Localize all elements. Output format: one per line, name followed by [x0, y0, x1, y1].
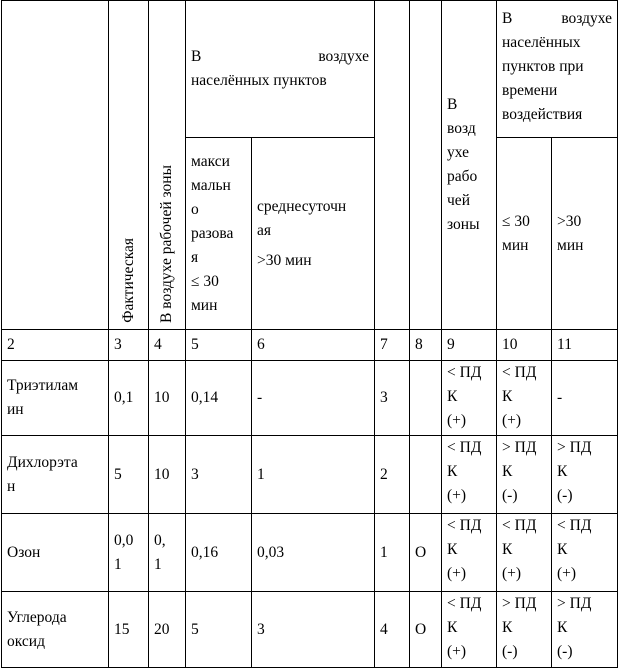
cell-line: > ПД	[557, 439, 592, 456]
column-number: 4	[149, 330, 186, 361]
header-group-line1: В воздухе	[191, 48, 370, 65]
cell-line: Озон	[7, 543, 41, 561]
cell-line: 0,	[154, 531, 166, 549]
daily-avg-value: -	[252, 361, 375, 436]
cell-line: К	[447, 619, 458, 636]
header-col11-text	[557, 210, 612, 258]
cell-line: < ПД	[557, 517, 592, 534]
column-number: 7	[375, 330, 410, 361]
cell-line: К	[502, 619, 513, 636]
workzone-value	[149, 361, 186, 436]
cell-line: < ПД	[447, 439, 482, 456]
header-exposure-line1: В воздухе	[502, 10, 613, 27]
workzone-value	[149, 592, 186, 668]
col11-value	[552, 592, 618, 668]
cell-line: 0,1	[114, 389, 134, 406]
cell-line: рабо	[447, 168, 478, 185]
cell-line: К	[447, 463, 458, 480]
cell-line: (+)	[502, 565, 522, 582]
cell-line: (-)	[557, 487, 573, 504]
cell-line: 10	[154, 465, 170, 483]
max-single-value: 5	[186, 592, 252, 668]
col9-value	[442, 361, 497, 436]
cell-line: ≤ 30	[502, 212, 530, 230]
header-workzone: В воздухе рабочей зоны	[158, 165, 175, 323]
cell-line: ухе	[447, 144, 470, 161]
column-number: 11	[552, 330, 618, 361]
column-number: 9	[442, 330, 497, 361]
header-factual: Фактическая	[119, 238, 137, 323]
col8-value: О	[410, 592, 442, 668]
cell-line: (+)	[557, 565, 577, 582]
cell-line: (+)	[447, 412, 467, 429]
column-number: 10	[497, 330, 552, 361]
cell-line: Дихлорэта	[7, 453, 78, 471]
cell-line: ин	[7, 401, 24, 418]
cell-line: К	[502, 388, 513, 405]
cell-line: 15	[114, 620, 130, 638]
cell-line: К	[557, 463, 568, 480]
column-number: 6	[252, 330, 375, 361]
col10-value	[497, 436, 552, 514]
col8-value: О	[410, 514, 442, 592]
header-col-7	[375, 1, 410, 330]
col8-value	[410, 361, 442, 436]
header-col6-line2: ая	[257, 221, 272, 239]
header-exposure-line3: пунктов при	[502, 58, 584, 75]
col11-value	[552, 436, 618, 514]
header-group-exposure	[497, 1, 618, 138]
cell-line: 10	[154, 389, 170, 406]
factual-value	[109, 361, 149, 436]
cell-line: мин	[191, 296, 218, 314]
col10-value	[497, 592, 552, 668]
cell-line: мальн	[191, 176, 231, 194]
cell-line: Углерода	[7, 608, 67, 626]
cell-line: оксид	[7, 632, 45, 650]
header-col-4	[149, 1, 186, 330]
col7-value: 4	[375, 592, 410, 668]
max-single-value: 3	[186, 436, 252, 514]
cell-line: Триэтилам	[7, 377, 79, 394]
header-col-8	[410, 1, 442, 330]
cell-line: (+)	[502, 412, 522, 429]
table-row	[2, 361, 618, 436]
substance-name	[2, 436, 109, 514]
substance-name	[2, 361, 109, 436]
cell-line: < ПД	[447, 595, 482, 612]
cell-line: н	[7, 477, 16, 495]
header-col10-text	[502, 210, 546, 258]
cell-line: К	[502, 463, 513, 480]
max-single-value: 0,16	[186, 514, 252, 592]
cell-line: ≤ 30	[191, 272, 219, 290]
workzone-value	[149, 514, 186, 592]
cell-line: чей	[447, 192, 470, 209]
factual-value	[109, 514, 149, 592]
daily-avg-value: 1	[252, 436, 375, 514]
header-col-6	[252, 138, 375, 330]
header-col9-text	[447, 93, 491, 237]
cell-line: о	[191, 200, 199, 218]
cell-line: 20	[154, 620, 170, 638]
cell-line: макси	[191, 152, 230, 170]
cell-line: < ПД	[447, 364, 482, 381]
col10-value	[497, 514, 552, 592]
header-col6-line1: среднесуточн	[257, 197, 347, 215]
cell-line: К	[557, 541, 568, 558]
col9-value	[442, 592, 497, 668]
cell-line: мин	[502, 236, 529, 254]
cell-line: >30	[557, 212, 582, 230]
substance-name	[2, 514, 109, 592]
cell-line: (-)	[502, 643, 518, 660]
cell-line: К	[447, 541, 458, 558]
col7-value: 2	[375, 436, 410, 514]
max-single-value: 0,14	[186, 361, 252, 436]
col9-value	[442, 436, 497, 514]
cell-line: < ПД	[502, 364, 537, 381]
header-col-5	[186, 138, 252, 330]
col8-value	[410, 436, 442, 514]
header-exposure-line2: населённых	[502, 34, 581, 51]
header-exposure-line4: времени	[502, 82, 558, 99]
cell-line: 0,0	[114, 531, 134, 549]
cell-line: разова	[191, 224, 234, 242]
col11-value	[552, 514, 618, 592]
table-row	[2, 514, 618, 592]
cell-line: < ПД	[447, 517, 482, 534]
cell-line: (+)	[447, 487, 467, 504]
cell-line: К	[447, 388, 458, 405]
col11-value	[552, 361, 618, 436]
header-col-3	[109, 1, 149, 330]
daily-avg-value: 3	[252, 592, 375, 668]
col10-value	[497, 361, 552, 436]
col7-value: 3	[375, 361, 410, 436]
cell-line: (-)	[557, 643, 573, 660]
cell-line: зоны	[447, 216, 480, 233]
factual-value	[109, 436, 149, 514]
cell-line: (+)	[447, 565, 467, 582]
cell-line: К	[557, 619, 568, 636]
cell-line: > ПД	[502, 595, 537, 612]
cell-line: 1	[154, 555, 162, 573]
col9-value	[442, 514, 497, 592]
cell-line: мин	[557, 236, 584, 254]
header-col-11	[552, 138, 618, 330]
pollutants-table	[1, 0, 618, 668]
factual-value	[109, 592, 149, 668]
cell-line: < ПД	[502, 517, 537, 534]
column-number: 3	[109, 330, 149, 361]
header-col5-text	[191, 150, 246, 318]
header-col-2	[2, 1, 109, 330]
column-numbers-row	[2, 330, 618, 361]
header-col-9	[442, 1, 497, 330]
cell-line: 5	[114, 465, 122, 483]
header-col-10	[497, 138, 552, 330]
cell-line: я	[191, 248, 199, 266]
cell-line: К	[502, 541, 513, 558]
cell-line: (-)	[502, 487, 518, 504]
cell-line: > ПД	[557, 595, 592, 612]
cell-line: > ПД	[502, 439, 537, 456]
column-number: 2	[2, 330, 109, 361]
substance-name	[2, 592, 109, 668]
cell-line: возд	[447, 120, 476, 137]
col7-value: 1	[375, 514, 410, 592]
workzone-value	[149, 436, 186, 514]
cell-line: В	[447, 96, 458, 113]
column-number: 5	[186, 330, 252, 361]
cell-line: -	[557, 389, 563, 406]
header-exposure-line5: воздействия	[502, 106, 583, 123]
cell-line: 1	[114, 555, 122, 573]
table-row	[2, 592, 618, 668]
header-col6-line3: >30 мин	[257, 251, 312, 269]
column-number: 8	[410, 330, 442, 361]
daily-avg-value: 0,03	[252, 514, 375, 592]
header-group-line2: населённых пунктов	[191, 72, 327, 89]
table-row	[2, 436, 618, 514]
header-group-settlements	[186, 1, 375, 138]
cell-line: (+)	[447, 643, 467, 660]
